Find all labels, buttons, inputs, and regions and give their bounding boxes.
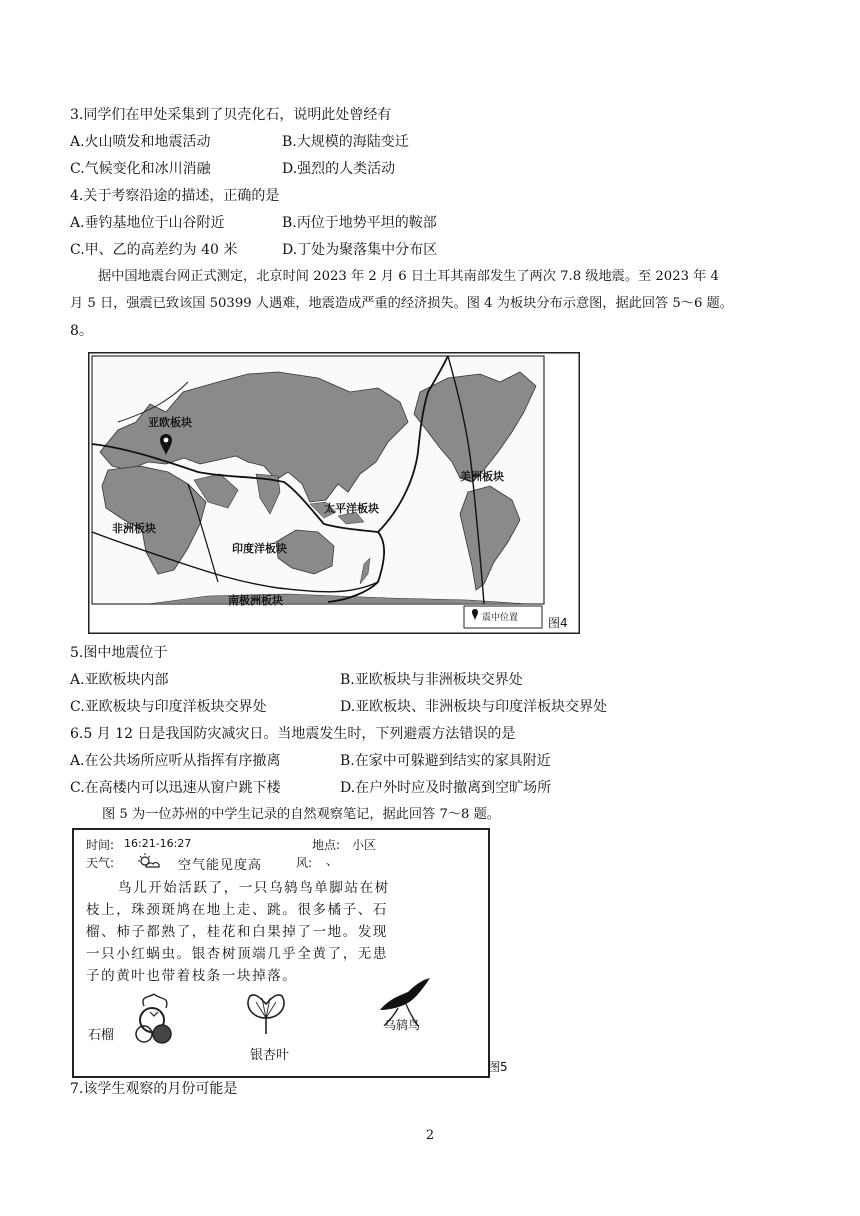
figure-5-label: 图5 [488,1060,508,1074]
plate-label-antarctic: 南极洲板块 [228,594,283,607]
q5-option-c: C.亚欧板块与印度洋板块交界处 [70,699,267,715]
legend-label: 震中位置 [482,613,519,623]
q5-option-b: B.亚欧板块与非洲板块交界处 [340,672,523,688]
nature-note-figure [72,828,490,1078]
q4-option-a: A.垂钓基地位于山谷附近 [70,215,225,231]
q5-stem: 5.图中地震位于 [70,645,168,661]
note-visibility: 空气能见度高 [178,858,263,873]
plate-label-america: 美洲板块 [460,470,504,483]
q4-stem: 4.关于考察沿途的描述，正确的是 [70,188,280,204]
q5-option-d: D.亚欧板块、非洲板块与印度洋板块交界处 [340,699,608,715]
q3-option-b: B.大规模的海陆变迁 [282,134,409,150]
figure-4-label: 图4 [548,616,568,630]
blackbird-label: 乌鸫鸟 [384,1018,421,1032]
partly-sunny-icon [136,852,162,870]
q6-option-b: B.在家中可躲避到结实的家具附近 [340,753,551,769]
q5-option-a: A.亚欧板块内部 [70,672,169,688]
page-number: 2 [425,1128,435,1143]
q6-option-a: A.在公共场所应听从指挥有序撤离 [70,753,281,769]
q6-option-d: D.在户外时应及时撤离到空旷场所 [340,780,552,796]
q3-option-d: D.强烈的人类活动 [282,161,396,177]
note-line-5: 子的黄叶也带着枝条一块掉落。 [86,968,298,984]
ginkgo-leaf-drawing [240,990,292,1038]
plate-label-indian: 印度洋板块 [232,542,287,555]
q3-option-a: A.火山喷发和地震活动 [70,134,211,150]
note-line-1: 鸟儿开始活跃了，一只乌鸫鸟单脚站在树 [118,880,390,896]
q6-option-c: C.在高楼内可以迅速从窗户跳下楼 [70,780,281,796]
plate-label-africa: 非洲板块 [112,522,156,535]
pomegranate-drawing [130,990,178,1050]
intro-figure-5: 图 5 为一位苏州的中学生记录的自然观察笔记，据此回答 7～8 题。 [102,807,500,822]
note-time-value: 16:21-16:27 [124,837,192,850]
q4-option-d: D.丁处为聚落集中分布区 [282,242,438,258]
plate-label-pacific: 太平洋板块 [324,502,379,515]
note-place-label: 地点: [312,838,341,852]
note-place-value: 小区 [352,838,377,852]
pomegranate-label: 石榴 [88,1028,115,1043]
note-weather-label: 天气: [86,856,115,870]
q7-stem: 7.该学生观察的月份可能是 [70,1081,238,1097]
plate-label-eurasia: 亚欧板块 [148,416,192,429]
q3-option-c: C.气候变化和冰川消融 [70,161,211,177]
q4-option-b: B.丙位于地势平坦的鞍部 [282,215,437,231]
note-time-label: 时间: [86,838,115,852]
q6-stem: 6.5 月 12 日是我国防灾减灾日。当地震发生时，下列避震方法错误的是 [70,726,516,742]
intro-paragraph-line-1: 据中国地震台网正式测定，北京时间 2023 年 2 月 6 日土耳其南部发生了两次 7.8 级地震。至 2023 年 4 [98,269,719,284]
intro-paragraph-line-3: 8。 [70,323,93,339]
intro-paragraph-line-2: 月 5 日，强震已致该国 50399 人遇难，地震造成严重的经济损失。图 4 为板块分布示意图，据此回答 5～6 题。 [70,296,733,311]
ginkgo-label: 银杏叶 [250,1048,290,1063]
note-wind-label: 风: [296,856,313,870]
note-line-2: 枝上，珠颈斑鸠在地上走、跳。很多橘子、石 [86,902,388,918]
note-wind-value: 、 [326,854,339,868]
note-line-3: 榴、柿子都熟了，桂花和白果掉了一地。发现 [86,924,388,940]
plate-map-graphic [88,352,580,634]
plate-map-figure [88,352,580,634]
q3-stem: 3.同学们在甲处采集到了贝壳化石，说明此处曾经有 [70,107,392,123]
note-line-4: 一只小红蜗虫。银杏树顶端几乎全黄了，无患 [86,946,388,962]
q4-option-c: C.甲、乙的高差约为 40 米 [70,242,238,258]
